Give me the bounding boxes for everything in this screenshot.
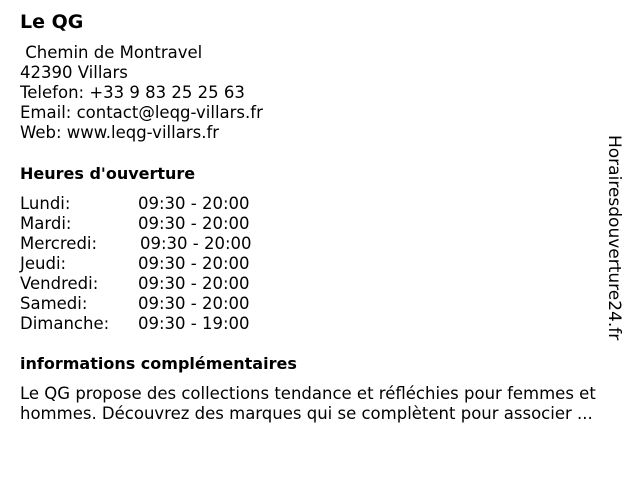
- time-range: 09:30 - 20:00: [138, 194, 250, 213]
- address-street: Chemin de Montravel: [25, 43, 203, 62]
- day-label: Samedi:: [20, 294, 88, 313]
- day-label: Lundi:: [20, 194, 71, 213]
- address-city: 42390 Villars: [20, 63, 128, 82]
- day-label: Mercredi:: [20, 234, 98, 253]
- hours-row-monday: [20, 194, 252, 214]
- day-label: Jeudi:: [20, 254, 67, 273]
- hours-row-thursday: [20, 254, 252, 274]
- info-description: Le QG propose des collections tendance et réfléchies pour femmes et hommes. Découvrez des marques qui se complètent pour associer ...: [20, 384, 596, 423]
- time-range: 09:30 - 20:00: [138, 294, 250, 313]
- hours-row-tuesday: [20, 214, 252, 234]
- time-range: 09:30 - 20:00: [140, 234, 252, 253]
- hours-row-saturday: [20, 294, 252, 314]
- time-range: 09:30 - 19:00: [138, 314, 250, 333]
- phone-text: Telefon: +33 9 83 25 25 63: [20, 83, 245, 102]
- hours-row-wednesday: [20, 234, 252, 254]
- info-heading: informations complémentaires: [20, 354, 297, 373]
- day-label: Mardi:: [20, 214, 72, 233]
- address-block: [20, 43, 263, 143]
- time-range: 09:30 - 20:00: [138, 274, 250, 293]
- hours-row-sunday: [20, 314, 252, 334]
- time-range: 09:30 - 20:00: [138, 214, 250, 233]
- hours-table: [20, 194, 252, 334]
- hours-heading: Heures d'ouverture: [20, 164, 196, 183]
- time-range: 09:30 - 20:00: [138, 254, 250, 273]
- email-text: Email: contact@leqg-villars.fr: [20, 103, 263, 122]
- hours-row-friday: [20, 274, 252, 294]
- day-label: Vendredi:: [20, 274, 99, 293]
- website-text: Web: www.leqg-villars.fr: [20, 123, 220, 142]
- vertical-brand-text: Horairesdouverture24.fr: [604, 135, 624, 341]
- day-label: Dimanche:: [20, 314, 110, 333]
- business-name: Le QG: [20, 11, 84, 33]
